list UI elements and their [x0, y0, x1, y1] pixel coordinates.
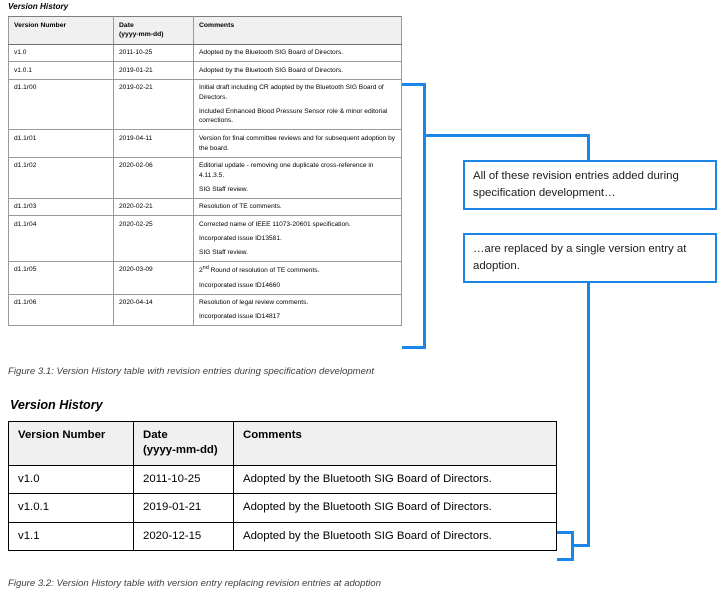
column-header-comments: Comments: [234, 422, 557, 466]
bracket-bottom-arm: [402, 346, 426, 349]
comment-line: Adopted by the Bluetooth SIG Board of Directors.: [199, 49, 344, 57]
cell-date: 2019-01-21: [134, 494, 234, 522]
comment-text: Round of resolution of TE comments.: [208, 267, 320, 275]
figure1-caption: Figure 3.1: Version History table with revision entries during specification development: [8, 366, 374, 377]
ordinal-suffix: nd: [202, 265, 209, 272]
cell-comments: [194, 157, 402, 198]
table-row: [9, 157, 402, 198]
cell-date: 2019-04-11: [114, 130, 194, 157]
comment-line: Included Enhanced Blood Pressure Sensor role & minor editorial corrections.: [199, 107, 388, 125]
cell-date: 2019-01-21: [114, 62, 194, 80]
cell-version: v1.0.1: [9, 494, 134, 522]
comment-line: Resolution of legal review comments.: [199, 299, 309, 307]
cell-comments: Adopted by the Bluetooth SIG Board of Directors.: [234, 494, 557, 522]
cell-comments: [194, 44, 402, 62]
cell-comments: Adopted by the Bluetooth SIG Board of Directors.: [234, 522, 557, 550]
table-row: [9, 294, 402, 326]
cell-comments: [194, 79, 402, 130]
cell-version: v1.1: [9, 522, 134, 550]
cell-date: 2020-02-25: [114, 216, 194, 262]
table-row: [9, 79, 402, 130]
annotation-callout-revisions: All of these revision entries added during specification development…: [463, 160, 717, 210]
comment-line: Incorporated issue ID13581.: [199, 234, 282, 242]
annotation-callout-adoption: …are replaced by a single version entry at adoption.: [463, 233, 717, 283]
cell-date: 2020-02-21: [114, 198, 194, 216]
cell-date: 2020-12-15: [134, 522, 234, 550]
cell-date: 2020-03-09: [114, 261, 194, 294]
column-header-date-line1: Date: [143, 429, 168, 441]
cell-version: v1.0: [9, 465, 134, 493]
column-header-version-number: Version Number: [9, 17, 114, 45]
column-header-date-line2: (yyyy-mm-dd): [143, 444, 218, 457]
table-row: [9, 198, 402, 216]
comment-line: Adopted by the Bluetooth SIG Board of Directors.: [199, 66, 344, 74]
table-header-row: [9, 422, 557, 466]
cell-comments: [194, 294, 402, 326]
column-header-date-line1: Date: [119, 21, 134, 29]
cell-comments: [194, 130, 402, 157]
table-row: [9, 522, 557, 550]
callout2-leader-line: [587, 281, 590, 547]
comment-line: Initial draft including CR adopted by the Bluetooth SIG Board of Directors.: [199, 84, 384, 101]
cell-date: 2020-04-14: [114, 294, 194, 326]
cell-date: 2011-10-25: [114, 44, 194, 62]
table-row: [9, 130, 402, 157]
ordinal-number: 2: [199, 267, 203, 275]
cell-comments: [194, 261, 402, 294]
table2-bracket-bottom-arm: [557, 558, 574, 561]
table-row: [9, 494, 557, 522]
cell-comments: Adopted by the Bluetooth SIG Board of Directors.: [234, 465, 557, 493]
cell-version: d1.1r04: [9, 216, 114, 262]
comment-line: Incorporated issue ID14817: [199, 313, 281, 321]
comment-line: Editorial update - removing one duplicate cross-reference in 4.11.3.5.: [199, 162, 374, 179]
cell-version: d1.1r03: [9, 198, 114, 216]
comment-line: Version for final committee reviews and for subsequent adoption by the board.: [199, 134, 396, 152]
version-history-table-adopted: [8, 421, 557, 551]
figure1-heading: Version History: [8, 2, 69, 11]
column-header-date-line2: (yyyy-mm-dd): [119, 31, 164, 39]
column-header-date: [134, 422, 234, 466]
table-header-row: [9, 17, 402, 45]
column-header-date: [114, 17, 194, 45]
cell-version: d1.1r01: [9, 130, 114, 157]
cell-comments: [194, 62, 402, 80]
cell-version: v1.0.1: [9, 62, 114, 80]
figure2-heading: Version History: [10, 398, 103, 412]
bracket-branch-to-callout1: [423, 134, 590, 137]
cell-version: v1.0: [9, 44, 114, 62]
table-row: [9, 62, 402, 80]
table-row: [9, 465, 557, 493]
cell-comments: [194, 216, 402, 262]
cell-date: 2020-02-06: [114, 157, 194, 198]
cell-version: d1.1r00: [9, 79, 114, 130]
version-history-table-revisions: [8, 16, 402, 326]
cell-version: d1.1r05: [9, 261, 114, 294]
cell-version: d1.1r06: [9, 294, 114, 326]
comment-line: Incorporated issue ID14660: [199, 281, 281, 289]
figure2-caption: Figure 3.2: Version History table with version entry replacing revision entries at adoption: [8, 578, 381, 589]
column-header-comments: Comments: [194, 17, 402, 45]
comment-line: [199, 265, 397, 276]
table2-bracket-vertical-stem: [571, 531, 574, 561]
comment-line: SIG Staff review.: [199, 185, 248, 193]
column-header-version-number: Version Number: [9, 422, 134, 466]
cell-comments: [194, 198, 402, 216]
comment-line: SIG Staff review.: [199, 248, 248, 256]
comment-line: Resolution of TE comments.: [199, 203, 282, 211]
table-row: [9, 44, 402, 62]
table-row: [9, 216, 402, 262]
callout1-leader-line: [587, 134, 590, 162]
table-row: [9, 261, 402, 294]
comment-line: Corrected name of IEEE 11073-20601 specification.: [199, 220, 351, 228]
cell-date: 2011-10-25: [134, 465, 234, 493]
cell-date: 2019-02-21: [114, 79, 194, 130]
bracket-vertical-stem: [423, 83, 426, 349]
cell-version: d1.1r02: [9, 157, 114, 198]
